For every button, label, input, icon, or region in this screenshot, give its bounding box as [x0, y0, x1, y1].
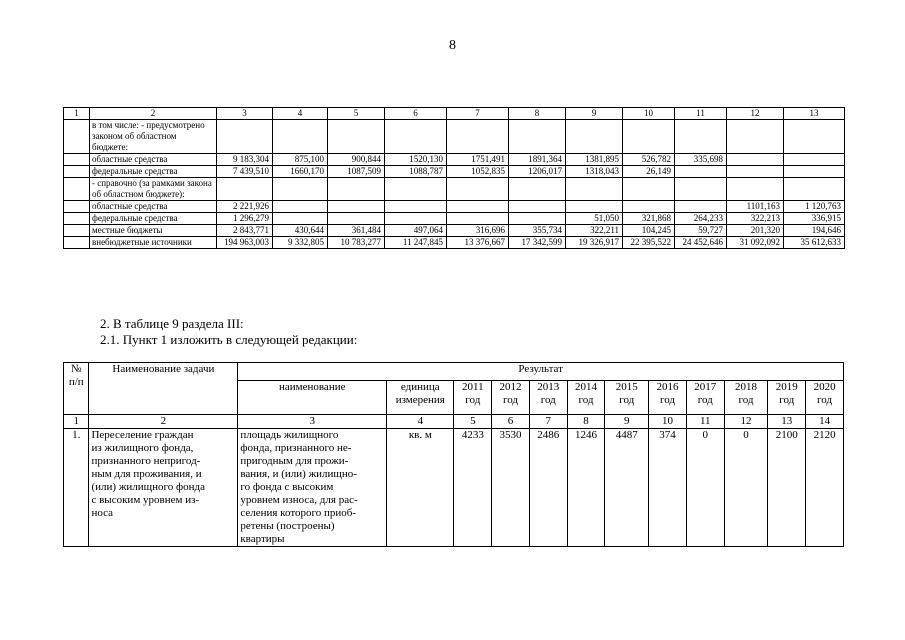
year-header: 2015 год: [605, 381, 649, 415]
value-cell: [727, 178, 784, 201]
value-cell: 526,782: [623, 154, 675, 166]
value-cell: 35 612,633: [784, 237, 845, 249]
value-cell: [675, 166, 727, 178]
value-cell: [328, 213, 385, 225]
value-cell: [273, 213, 328, 225]
value-cell: 497,064: [385, 225, 447, 237]
value-cell: [784, 154, 845, 166]
value-cell: 1751,491: [447, 154, 509, 166]
value-cell: [784, 178, 845, 201]
column-number: 9: [605, 415, 649, 429]
value-cell: [217, 120, 273, 154]
year-value: 2486: [529, 429, 567, 547]
year-value: 1246: [567, 429, 605, 547]
value-cell: 7 439,510: [217, 166, 273, 178]
value-cell: 51,050: [566, 213, 623, 225]
row-label: внебюджетные источники: [90, 237, 217, 249]
value-cell: 1088,787: [385, 166, 447, 178]
year-header: 2016 год: [649, 381, 687, 415]
year-value: 2120: [806, 429, 844, 547]
value-cell: 13 376,667: [447, 237, 509, 249]
value-cell: 1318,043: [566, 166, 623, 178]
value-cell: [727, 166, 784, 178]
header-cell: 8: [509, 108, 566, 120]
empty-cell: [64, 178, 90, 201]
value-cell: [385, 213, 447, 225]
empty-cell: [64, 201, 90, 213]
value-cell: 9 332,805: [273, 237, 328, 249]
value-cell: [784, 166, 845, 178]
value-cell: 1087,509: [328, 166, 385, 178]
value-cell: 26,149: [623, 166, 675, 178]
year-value: 0: [686, 429, 724, 547]
value-cell: 1520,130: [385, 154, 447, 166]
value-cell: 59,727: [675, 225, 727, 237]
value-cell: 1101,163: [727, 201, 784, 213]
col-name-header: наименование: [238, 381, 387, 415]
table-row: [64, 225, 845, 237]
row-label: федеральные средства: [90, 166, 217, 178]
row-label: местные бюджеты: [90, 225, 217, 237]
year-value: 4487: [605, 429, 649, 547]
value-cell: 1052,835: [447, 166, 509, 178]
header-cell: 6: [385, 108, 447, 120]
value-cell: 430,644: [273, 225, 328, 237]
value-cell: [328, 201, 385, 213]
table-row: [64, 213, 845, 225]
column-number: 3: [238, 415, 387, 429]
column-number: 7: [529, 415, 567, 429]
empty-cell: [64, 237, 90, 249]
value-cell: 2 221,926: [217, 201, 273, 213]
value-cell: [385, 178, 447, 201]
header-cell: 11: [675, 108, 727, 120]
table-row: [64, 154, 845, 166]
value-cell: [566, 201, 623, 213]
value-cell: 355,734: [509, 225, 566, 237]
header-cell: 7: [447, 108, 509, 120]
column-number: 6: [492, 415, 530, 429]
value-cell: 1891,364: [509, 154, 566, 166]
value-cell: [727, 154, 784, 166]
value-cell: 336,915: [784, 213, 845, 225]
year-value: 4233: [454, 429, 492, 547]
column-number: 13: [768, 415, 806, 429]
value-cell: [509, 201, 566, 213]
table-row: [64, 166, 845, 178]
value-cell: 31 092,092: [727, 237, 784, 249]
empty-cell: [64, 154, 90, 166]
column-number: 11: [686, 415, 724, 429]
value-cell: [623, 120, 675, 154]
row-result-name: площадь жилищного фонда, признанного не- пригодным для прожи- вания, и (или) жилищно- го фонда с высоким уровнем износа, для рас- селения которого приоб- ретены (построены) квартиры: [238, 429, 387, 547]
year-header: 2012 год: [492, 381, 530, 415]
paragraph-table9: 2. В таблице 9 раздела III:: [100, 316, 244, 331]
header-cell: 4: [273, 108, 328, 120]
value-cell: 1 120,763: [784, 201, 845, 213]
value-cell: [509, 178, 566, 201]
row-label: в том числе: - предусмотрено законом об областном бюджете:: [90, 120, 217, 154]
value-cell: 11 247,845: [385, 237, 447, 249]
year-value: 3530: [492, 429, 530, 547]
year-value: 0: [724, 429, 768, 547]
value-cell: 1206,017: [509, 166, 566, 178]
value-cell: 1381,895: [566, 154, 623, 166]
value-cell: 316,696: [447, 225, 509, 237]
value-cell: [675, 120, 727, 154]
value-cell: [447, 120, 509, 154]
header-cell: 1: [64, 108, 90, 120]
results-table: [63, 362, 844, 547]
header-cell: 3: [217, 108, 273, 120]
column-number: 8: [567, 415, 605, 429]
value-cell: [447, 213, 509, 225]
funding-table: [63, 107, 845, 249]
value-cell: 322,211: [566, 225, 623, 237]
value-cell: 322,213: [727, 213, 784, 225]
value-cell: 194 963,003: [217, 237, 273, 249]
value-cell: [727, 120, 784, 154]
column-number: 12: [724, 415, 768, 429]
value-cell: 201,320: [727, 225, 784, 237]
header-cell: 9: [566, 108, 623, 120]
year-header: 2017 год: [686, 381, 724, 415]
empty-cell: [64, 225, 90, 237]
value-cell: 321,868: [623, 213, 675, 225]
row-number: 1.: [64, 429, 89, 547]
value-cell: [328, 178, 385, 201]
value-cell: 194,646: [784, 225, 845, 237]
column-number: 10: [649, 415, 687, 429]
table-row: [64, 178, 845, 201]
value-cell: [509, 213, 566, 225]
header-cell: 10: [623, 108, 675, 120]
empty-cell: [64, 213, 90, 225]
col-result-header: Результат: [238, 363, 844, 381]
row-label: федеральные средства: [90, 213, 217, 225]
year-value: 374: [649, 429, 687, 547]
column-number: 14: [806, 415, 844, 429]
value-cell: [328, 120, 385, 154]
column-number: 5: [454, 415, 492, 429]
page-number: 8: [449, 38, 456, 53]
year-header: 2020 год: [806, 381, 844, 415]
header-cell: 12: [727, 108, 784, 120]
value-cell: [675, 201, 727, 213]
value-cell: [566, 178, 623, 201]
value-cell: [273, 120, 328, 154]
value-cell: 264,233: [675, 213, 727, 225]
empty-cell: [64, 166, 90, 178]
column-number: 4: [387, 415, 454, 429]
value-cell: [509, 120, 566, 154]
value-cell: [385, 120, 447, 154]
value-cell: 335,698: [675, 154, 727, 166]
value-cell: 875,100: [273, 154, 328, 166]
value-cell: [623, 201, 675, 213]
column-number: 1: [64, 415, 89, 429]
value-cell: 22 395,522: [623, 237, 675, 249]
year-value: 2100: [768, 429, 806, 547]
value-cell: 10 783,277: [328, 237, 385, 249]
year-header: 2014 год: [567, 381, 605, 415]
value-cell: 361,484: [328, 225, 385, 237]
col-unit-header: единица измерения: [387, 381, 454, 415]
header-cell: 2: [90, 108, 217, 120]
column-number: 2: [89, 415, 238, 429]
paragraph-point1: 2.1. Пункт 1 изложить в следующей редакции:: [100, 332, 358, 347]
year-header: 2013 год: [529, 381, 567, 415]
value-cell: [623, 178, 675, 201]
value-cell: 1 296,279: [217, 213, 273, 225]
value-cell: [447, 178, 509, 201]
year-header: 2019 год: [768, 381, 806, 415]
value-cell: 104,245: [623, 225, 675, 237]
value-cell: 19 326,917: [566, 237, 623, 249]
value-cell: [447, 201, 509, 213]
year-header: 2011 год: [454, 381, 492, 415]
row-label: областные средства: [90, 201, 217, 213]
value-cell: [273, 178, 328, 201]
year-header: 2018 год: [724, 381, 768, 415]
empty-cell: [64, 120, 90, 154]
value-cell: [385, 201, 447, 213]
value-cell: 9 183,304: [217, 154, 273, 166]
value-cell: 2 843,771: [217, 225, 273, 237]
row-unit: кв. м: [387, 429, 454, 547]
col-task-header: Наименование задачи: [89, 363, 238, 415]
col-number-header: № п/п: [64, 363, 89, 415]
value-cell: [273, 201, 328, 213]
row-label: областные средства: [90, 154, 217, 166]
value-cell: [784, 120, 845, 154]
value-cell: [217, 178, 273, 201]
table-row: [64, 237, 845, 249]
table-row: [64, 120, 845, 154]
value-cell: 24 452,646: [675, 237, 727, 249]
value-cell: [566, 120, 623, 154]
row-label: - справочно (за рамками закона об областном бюджете):: [90, 178, 217, 201]
table-row: [64, 201, 845, 213]
row-task: Переселение граждан из жилищного фонда, признанного непригод- ным для проживания, и (или) жилищного фонда с высоким уровнем из- носа: [89, 429, 238, 547]
value-cell: 17 342,599: [509, 237, 566, 249]
value-cell: 900,844: [328, 154, 385, 166]
header-cell: 13: [784, 108, 845, 120]
value-cell: 1660,170: [273, 166, 328, 178]
header-cell: 5: [328, 108, 385, 120]
value-cell: [675, 178, 727, 201]
